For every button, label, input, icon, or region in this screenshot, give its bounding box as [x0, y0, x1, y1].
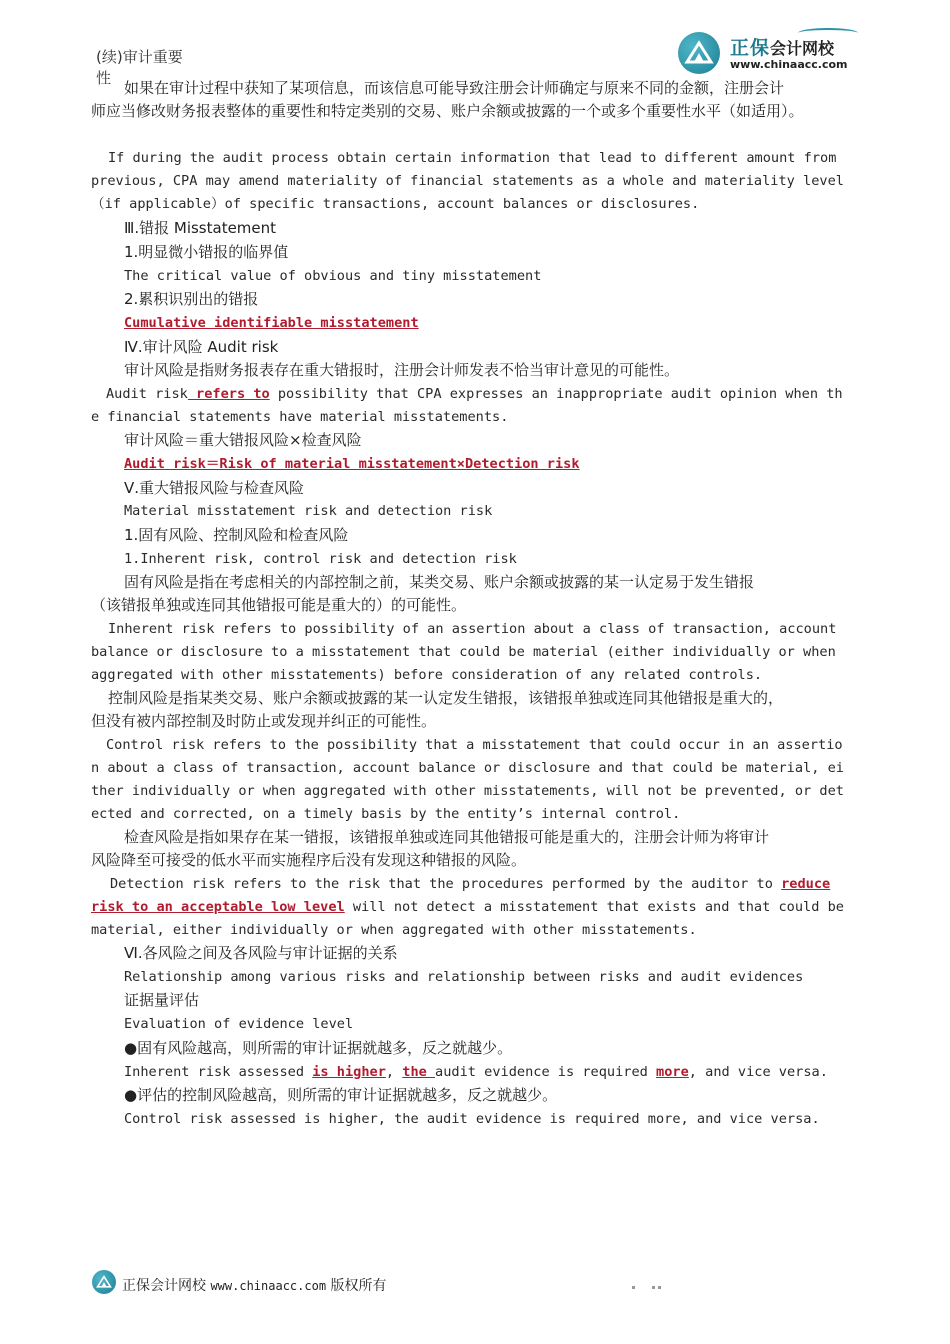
para-line: （该错报单独或连同其他错报可能是重大的）的可能性。 — [91, 596, 467, 614]
para-line: Inherent risk assessed is higher, the audit evidence is required more, and vice versa. — [124, 1064, 828, 1080]
para-line: e financial statements have material misstatements. — [91, 409, 509, 425]
para-line: Control risk refers to the possibility that a misstatement that could occur in an assertio — [106, 737, 843, 753]
para-line: 固有风险是指在考虑相关的内部控制之前，某类交易、账户余额或披露的某一认定易于发生错报 — [124, 573, 755, 591]
para-line: 2.累积识别出的错报 — [124, 290, 259, 308]
highlighted-term: more — [656, 1064, 689, 1080]
footer-logo-icon — [92, 1270, 116, 1294]
para-line: Control risk assessed is higher, the audit evidence is required more, and vice versa. — [124, 1111, 820, 1127]
para-line: previous, CPA may amend materiality of financial statements as a whole and materiality level — [91, 173, 844, 189]
para-line: Audit risk refers to possibility that CPA expresses an inappropriate audit opinion when th — [106, 386, 843, 402]
para-line: If during the audit process obtain certain information that lead to different amount from — [108, 150, 837, 166]
para-line: 控制风险是指某类交易、账户余额或披露的某一认定发生错报，该错报单独或连同其他错报是重大的， — [108, 689, 784, 707]
para-line: The critical value of obvious and tiny misstatement — [124, 268, 542, 284]
highlighted-term: risk to an acceptable low level — [91, 899, 345, 915]
highlighted-term: is higher — [312, 1064, 386, 1080]
highlighted-term: Cumulative identifiable misstatement — [124, 315, 419, 331]
highlighted-term: the — [402, 1064, 436, 1080]
para-line: risk to an acceptable low level will not detect a misstatement that exists and that could be — [91, 899, 844, 915]
page-mark — [632, 1286, 662, 1290]
section-heading: Ⅵ.各风险之间及各风险与审计证据的关系 — [124, 944, 398, 962]
para-line: n about a class of transaction, account balance or disclosure and that could be material, ei — [91, 760, 844, 776]
bullet-line: ●评估的控制风险越高，则所需的审计证据就越多，反之就越少。 — [124, 1086, 558, 1104]
section-heading: Ⅴ.重大错报风险与检查风险 — [124, 479, 305, 497]
para-line: Relationship among various risks and relationship between risks and audit evidences — [124, 969, 804, 985]
para-line: 1.Inherent risk, control risk and detection risk — [124, 551, 517, 567]
para-line: Inherent risk refers to possibility of an assertion about a class of transaction, account — [108, 621, 837, 637]
para-line: 1.固有风险、控制风险和检查风险 — [124, 526, 349, 544]
para-line: 风险降至可接受的低水平而实施程序后没有发现这种错报的风险。 — [91, 851, 527, 869]
para-line: 师应当修改财务报表整体的重要性和特定类别的交易、账户余额或披露的一个或多个重要性水平（如适用）。 — [91, 102, 804, 120]
highlighted-term: refers to — [187, 386, 270, 402]
logo-emblem-icon — [678, 32, 720, 74]
para-line: Material misstatement risk and detection risk — [124, 503, 493, 519]
footer-url[interactable]: www.chinaacc.com — [210, 1279, 327, 1293]
para-line: 1.明显微小错报的临界值 — [124, 243, 289, 261]
highlighted-term: reduce — [781, 876, 831, 892]
bullet-line: ●固有风险越高，则所需的审计证据就越多，反之就越少。 — [124, 1039, 513, 1057]
logo-url: www.chinaacc.com — [730, 58, 848, 71]
para-line: aggregated with other misstatements) before consideration of any related controls. — [91, 667, 763, 683]
para-line: Evaluation of evidence level — [124, 1016, 354, 1032]
para-line: 但没有被内部控制及时防止或发现并纠正的可能性。 — [91, 712, 437, 730]
clipped-top-text: (续)审计重要性 — [96, 48, 183, 87]
footer-copyright: 正保会计网校 www.chinaacc.com 版权所有 — [122, 1278, 387, 1294]
highlighted-formula: Audit risk＝Risk of material misstatement×Detection risk — [124, 456, 580, 472]
para-line: （if applicable）of specific transactions, account balances or disclosures. — [91, 196, 700, 212]
section-heading: Ⅲ.错报 Misstatement — [124, 219, 277, 237]
para-line: Detection risk refers to the risk that the procedures performed by the auditor to reduce — [110, 876, 831, 892]
para-line: 审计风险是指财务报表存在重大错报时，注册会计师发表不恰当审计意见的可能性。 — [124, 361, 680, 379]
para-line: 如果在审计过程中获知了某项信息，而该信息可能导致注册会计师确定与原来不同的金额，注册会计 — [124, 79, 785, 97]
logo-title: 正保会计网校 — [730, 37, 835, 59]
formula-line: 审计风险＝重大错报风险×检查风险 — [124, 431, 362, 449]
para-line: ther individually or when aggregated with other misstatements, will not be prevented, or det — [91, 783, 844, 799]
section-heading: Ⅳ.审计风险 Audit risk — [124, 338, 279, 356]
para-line: 检查风险是指如果存在某一错报，该错报单独或连同其他错报可能是重大的，注册会计师为将审计 — [124, 828, 770, 846]
brand-logo[interactable] — [678, 30, 868, 74]
para-line: material, either individually or when aggregated with other misstatements. — [91, 922, 697, 938]
para-line: 证据量评估 — [124, 991, 200, 1009]
para-line: balance or disclosure to a misstatement that could be material (either individually or when — [91, 644, 836, 660]
para-line: ected and corrected, on a timely basis by the entity’s internal control. — [91, 806, 681, 822]
